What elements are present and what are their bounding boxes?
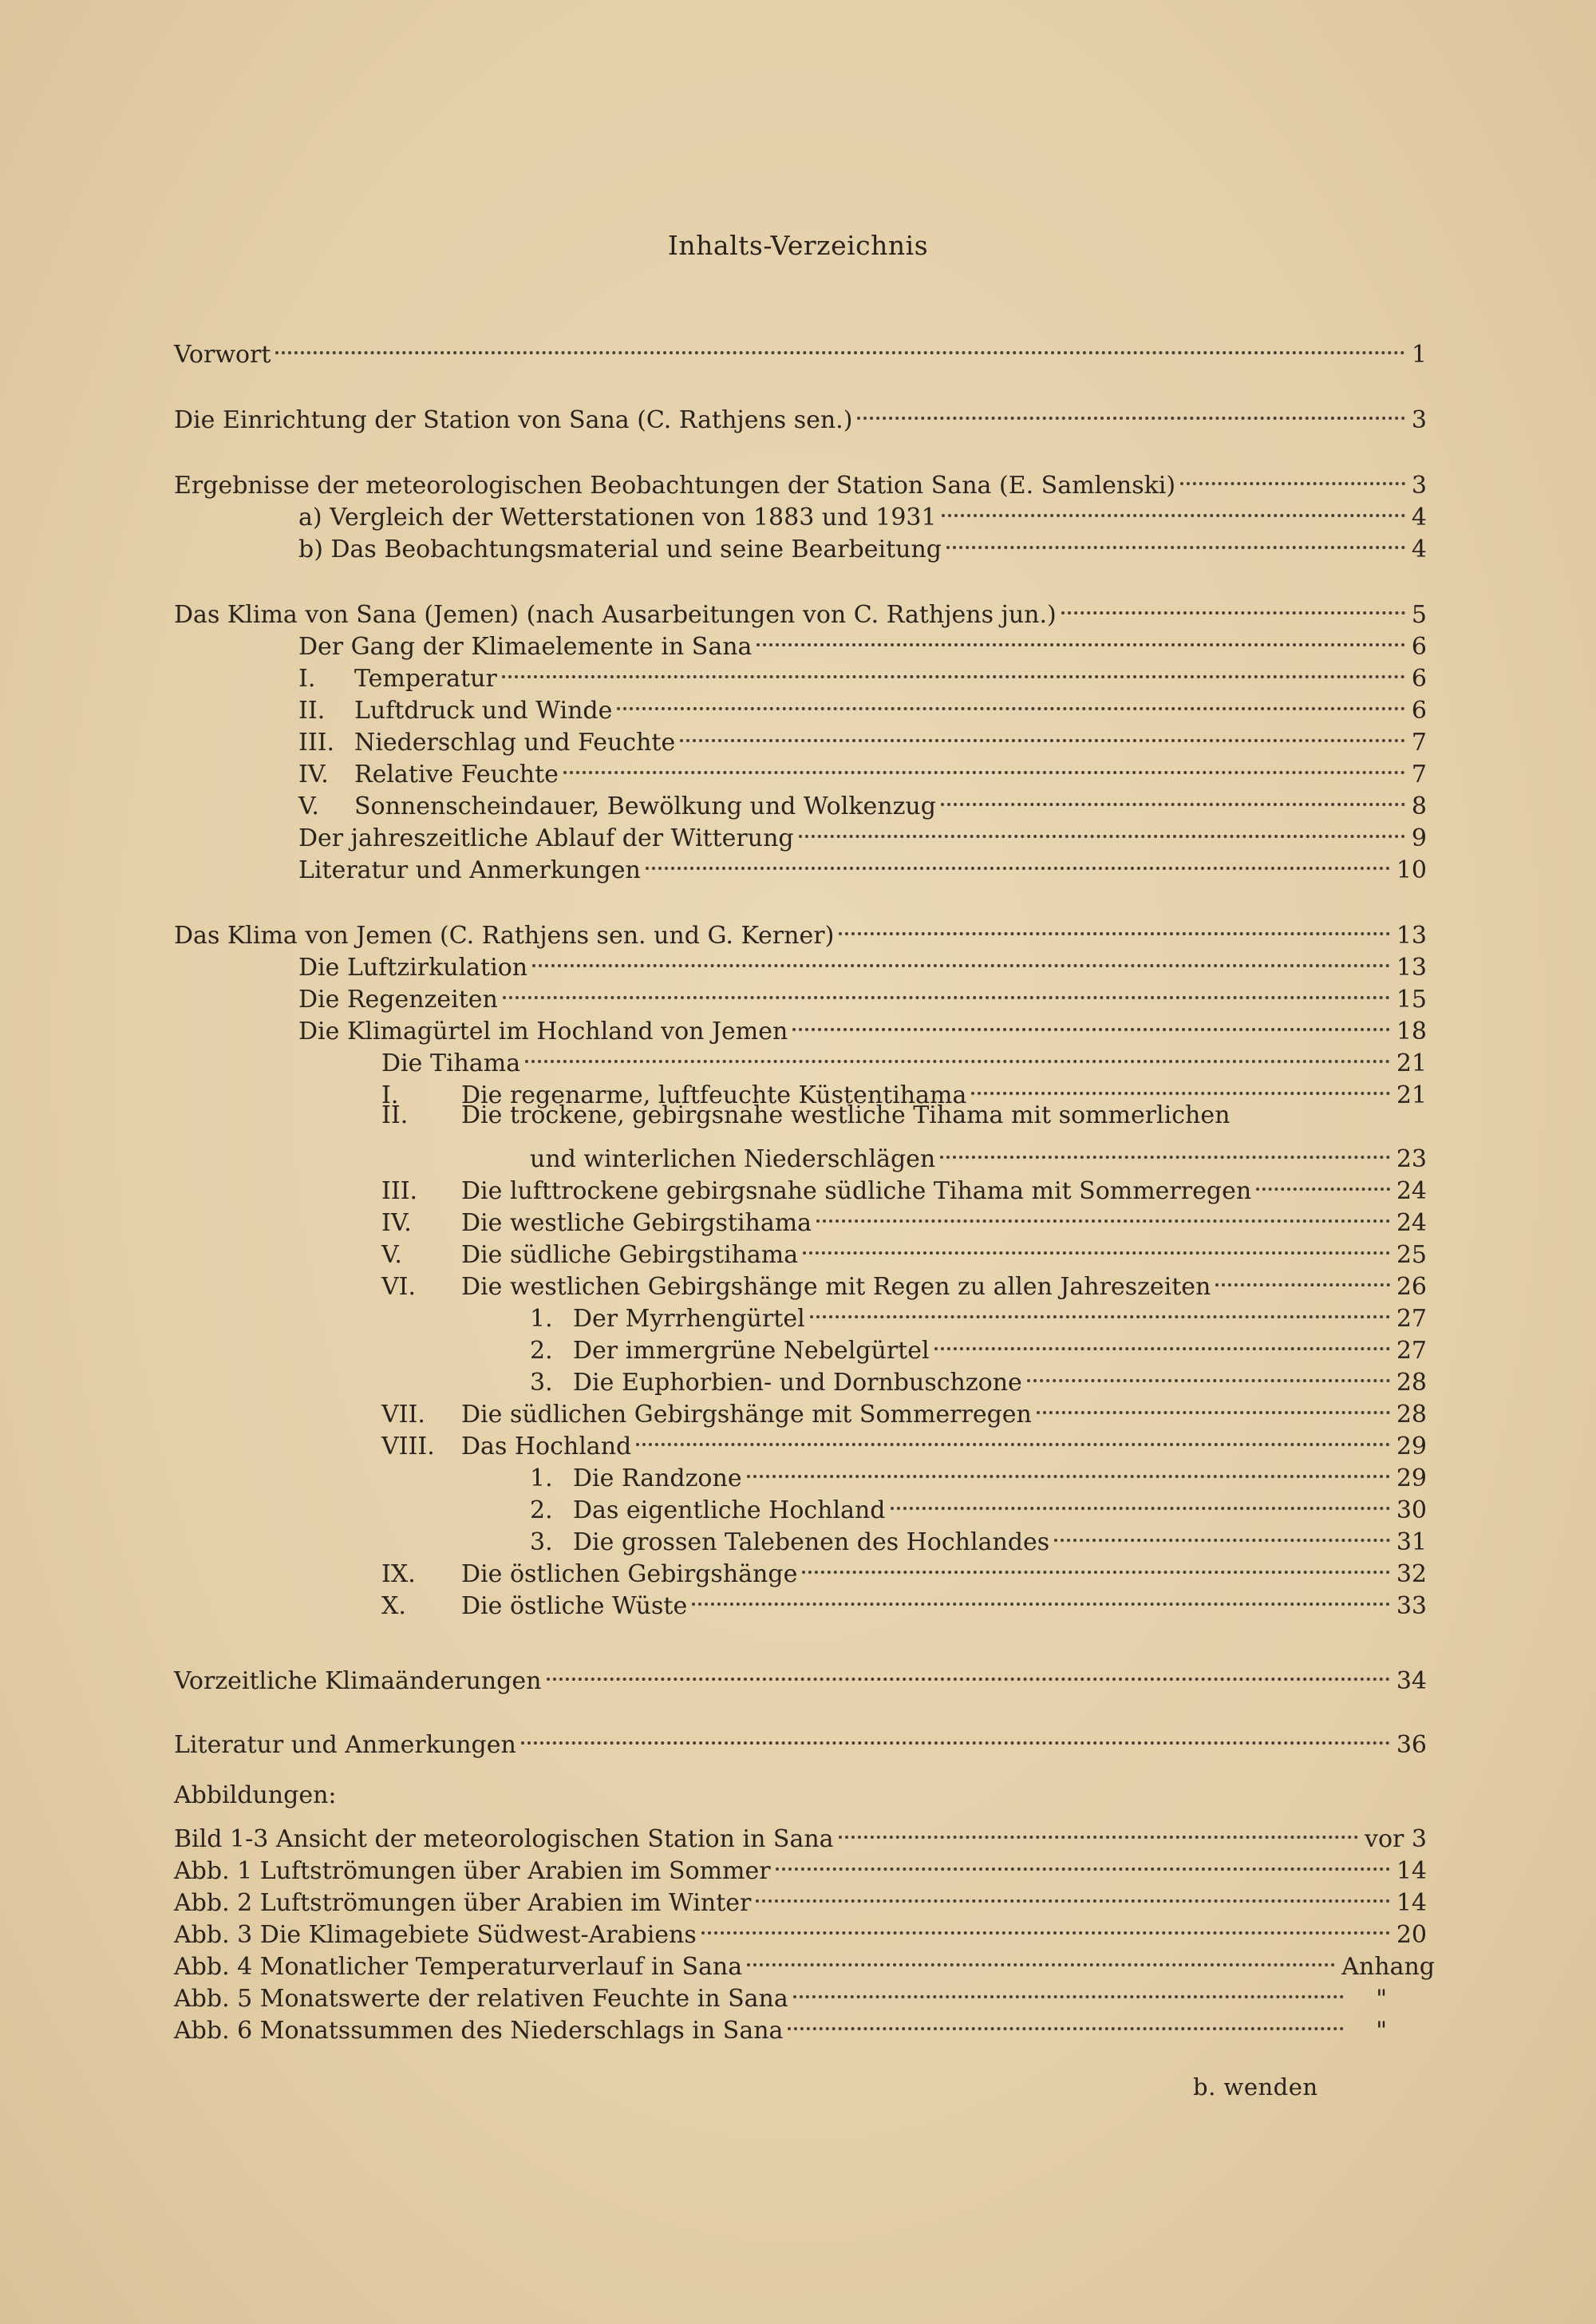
toc-label: 3. Die grossen Talebenen des Hochlandes <box>530 1528 1050 1556</box>
toc-label: Die Tihama <box>381 1049 521 1077</box>
toc-page: 15 <box>1396 986 1427 1014</box>
toc-label: 2. Das eigentliche Hochland <box>530 1496 886 1524</box>
toc-page: 1 <box>1411 341 1427 369</box>
toc-entry-vorwort <box>174 327 1427 369</box>
figures-heading: Abbildungen: <box>174 1781 337 1809</box>
toc-label: 2. Der immergrüne Nebelgürtel <box>530 1337 930 1365</box>
toc-label: IV. Relative Feuchte <box>298 761 559 788</box>
toc-entry <box>298 843 1427 884</box>
toc-label: VI. Die westlichen Gebirgshänge mit Regen zu allen Jahreszeiten <box>381 1273 1211 1301</box>
figure-page: " <box>1376 2017 1387 2045</box>
toc-label: III. Niederschlag und Feuchte <box>298 729 676 757</box>
toc-label: Literatur und Anmerkungen <box>174 1731 516 1759</box>
toc-label: b) Das Beobachtungsmaterial und seine Bearbeitung <box>298 536 942 563</box>
toc-page: 31 <box>1396 1528 1427 1556</box>
toc-label: und winterlichen Niederschlägen <box>530 1145 936 1173</box>
toc-label: Das Klima von Jemen (C. Rathjens sen. und G. Kerner) <box>174 922 835 950</box>
toc-page: 28 <box>1396 1369 1427 1397</box>
toc-label: Vorwort <box>174 341 271 369</box>
page-title: Inhalts-Verzeichnis <box>667 230 929 261</box>
toc-page: 23 <box>1396 1145 1427 1173</box>
toc-page: 30 <box>1396 1496 1427 1524</box>
toc-label: 1. Die Randzone <box>530 1464 742 1492</box>
toc-label: Die Regenzeiten <box>298 986 498 1014</box>
toc-label: Die Einrichtung der Station von Sana (C. Rathjens sen.) <box>174 406 853 434</box>
toc-label: 3. Die Euphorbien- und Dornbuschzone <box>530 1369 1022 1397</box>
toc-page: 29 <box>1396 1433 1427 1460</box>
toc-page: 3 <box>1411 472 1427 500</box>
footer-note: b. wenden <box>1193 2073 1318 2101</box>
toc-page: 4 <box>1411 536 1427 563</box>
toc-page: 6 <box>1411 665 1427 693</box>
figure-label: Bild 1-3 Ansicht der meteorologischen Station in Sana <box>174 1825 834 1853</box>
figure-page: vor 3 <box>1365 1825 1427 1853</box>
toc-page: 5 <box>1411 601 1427 629</box>
toc-label: a) Vergleich der Wetterstationen von 1883 und 1931 <box>298 504 937 532</box>
toc-label: IX. Die östlichen Gebirgshänge <box>381 1560 798 1588</box>
figure-label: Abb. 1 Luftströmungen über Arabien im Sommer <box>174 1857 771 1885</box>
toc-page: 36 <box>1396 1731 1427 1759</box>
toc-page: 24 <box>1396 1209 1427 1237</box>
toc-label: VII. Die südlichen Gebirgshänge mit Sommerregen <box>381 1401 1032 1429</box>
figure-label: Abb. 4 Monatlicher Temperaturverlauf in Sana <box>174 1953 743 1981</box>
toc-entry <box>174 393 1427 434</box>
toc-label: V. Die südliche Gebirgstihama <box>381 1241 799 1269</box>
toc-label: II. Die trockene, gebirgsnahe westliche Tihama mit sommerlichen <box>381 1101 1231 1129</box>
toc-page: 7 <box>1411 761 1427 788</box>
toc-label: 1. Der Myrrhengürtel <box>530 1305 805 1333</box>
toc-page: 10 <box>1396 856 1427 884</box>
toc-page: 18 <box>1396 1018 1427 1045</box>
toc-entry <box>174 1654 1427 1695</box>
toc-label: Der Gang der Klimaelemente in Sana <box>298 633 753 661</box>
figure-entry <box>174 2003 1387 2045</box>
toc-entry <box>174 1717 1427 1759</box>
toc-page: 6 <box>1411 697 1427 725</box>
figure-page: 14 <box>1396 1889 1427 1917</box>
toc-label: X. Die östliche Wüste <box>381 1592 688 1620</box>
toc-page: 3 <box>1411 406 1427 434</box>
figure-label: Abb. 2 Luftströmungen über Arabien im Winter <box>174 1889 752 1917</box>
toc-label: IV. Die westliche Gebirgstihama <box>381 1209 812 1237</box>
toc-page: 33 <box>1396 1592 1427 1620</box>
toc-label: Die Luftzirkulation <box>298 954 528 982</box>
figure-label: Abb. 3 Die Klimagebiete Südwest-Arabiens <box>174 1921 697 1949</box>
figure-page: " <box>1376 1985 1387 2013</box>
toc-label: Vorzeitliche Klimaänderungen <box>174 1667 542 1695</box>
toc-entry <box>298 522 1427 563</box>
toc-label: II. Luftdruck und Winde <box>298 697 613 725</box>
toc-label: III. Die lufttrockene gebirgsnahe südliche Tihama mit Sommerregen <box>381 1177 1252 1205</box>
toc-label: I. Temperatur <box>298 665 497 693</box>
toc-label: VIII. Das Hochland <box>381 1433 632 1460</box>
toc-page: 13 <box>1396 922 1427 950</box>
figure-label: Abb. 6 Monatssummen des Niederschlags in Sana <box>174 2017 784 2045</box>
toc-page: 25 <box>1396 1241 1427 1269</box>
toc-label: Ergebnisse der meteorologischen Beobachtungen der Station Sana (E. Samlenski) <box>174 472 1176 500</box>
toc-page: 9 <box>1411 824 1427 852</box>
toc-label: Das Klima von Sana (Jemen) (nach Ausarbeitungen von C. Rathjens jun.) <box>174 601 1057 629</box>
toc-page: 13 <box>1396 954 1427 982</box>
figure-page: Anhang <box>1341 1953 1435 1981</box>
toc-label: Die Klimagürtel im Hochland von Jemen <box>298 1018 788 1045</box>
figure-page: 20 <box>1396 1921 1427 1949</box>
toc-entry <box>381 1579 1427 1620</box>
toc-page: 21 <box>1396 1081 1427 1109</box>
toc-page: 7 <box>1411 729 1427 757</box>
toc-label: V. Sonnenscheindauer, Bewölkung und Wolkenzug <box>298 792 936 820</box>
toc-page: 24 <box>1396 1177 1427 1205</box>
toc-page: 26 <box>1396 1273 1427 1301</box>
toc-page: 27 <box>1396 1305 1427 1333</box>
toc-label: Literatur und Anmerkungen <box>298 856 641 884</box>
toc-page: 4 <box>1411 504 1427 532</box>
toc-label: Der jahreszeitliche Ablauf der Witterung <box>298 824 794 852</box>
toc-label: I. Die regenarme, luftfeuchte Küstentihama <box>381 1081 967 1109</box>
toc-page: 6 <box>1411 633 1427 661</box>
toc-page: 28 <box>1396 1401 1427 1429</box>
toc-entry <box>381 1068 1427 1109</box>
toc-page: 27 <box>1396 1337 1427 1365</box>
toc-page: 32 <box>1396 1560 1427 1588</box>
toc-page: 34 <box>1396 1667 1427 1695</box>
toc-page: 8 <box>1411 792 1427 820</box>
figure-page: 14 <box>1396 1857 1427 1885</box>
toc-page: 21 <box>1396 1049 1427 1077</box>
toc-page: 29 <box>1396 1464 1427 1492</box>
figure-label: Abb. 5 Monatswerte der relativen Feuchte in Sana <box>174 1985 788 2013</box>
